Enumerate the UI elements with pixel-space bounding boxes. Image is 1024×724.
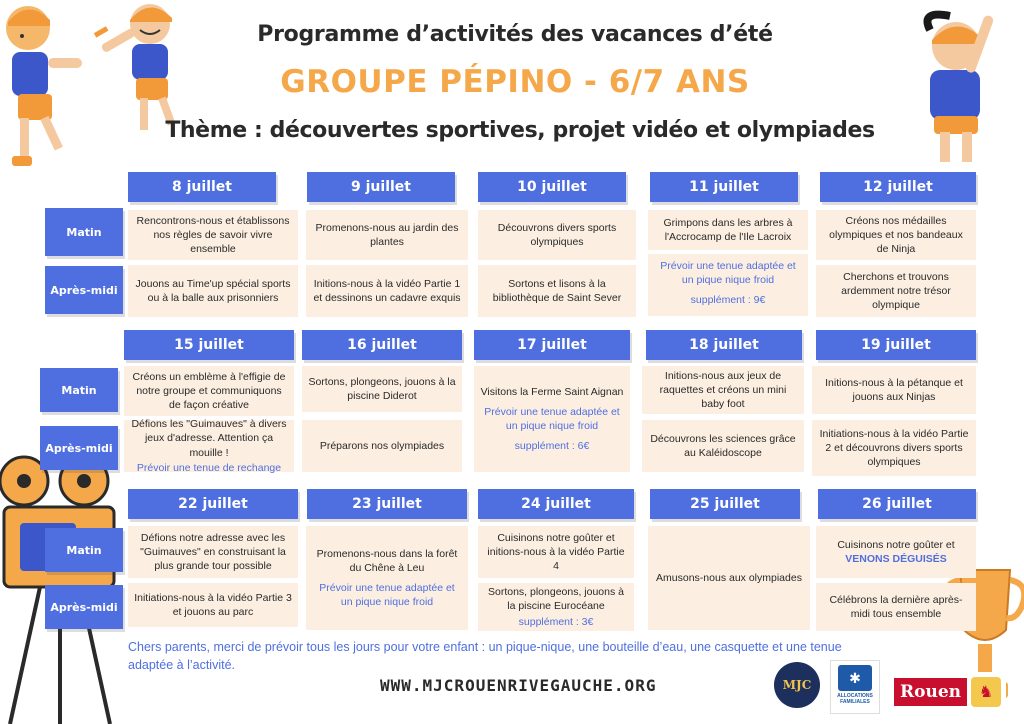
activity-cell: Initiations-nous à la vidéo Partie 3 et jouons au parc bbox=[128, 583, 298, 627]
activity-cell: Défions notre adresse avec les "Guimauves" en construisant la plus grande tour possible bbox=[128, 526, 298, 578]
activity-cell: Découvrons les sciences grâce au Kaléidoscope bbox=[642, 420, 804, 472]
day-header: 19 juillet bbox=[816, 330, 976, 360]
page-title: Programme d’activités des vacances d’été bbox=[257, 22, 773, 47]
row-label-matin: Matin bbox=[45, 528, 123, 572]
activity-note: Prévoir une tenue adaptée et un pique nique froid bbox=[484, 405, 620, 432]
theme-title: Thème : découvertes sportives, projet vidéo et olympiades bbox=[165, 118, 875, 143]
activity-cell: Préparons nos olympiades bbox=[302, 420, 462, 472]
activity-cell: Amusons-nous aux olympiades bbox=[648, 526, 810, 630]
activity-cell: Cuisinons notre goûter et initions-nous à la vidéo Partie 4 bbox=[478, 526, 634, 578]
activity-cell: Initions-nous aux jeux de raquettes et créons un mini baby foot bbox=[642, 366, 804, 414]
child-running-illustration bbox=[0, 0, 200, 180]
activity-cell: Grimpons dans les arbres à l'Accrocamp de l'Ile Lacroix bbox=[648, 210, 808, 250]
rouen-logo: Rouen ♞ bbox=[894, 672, 1006, 712]
parents-note: Chers parents, merci de prévoir tous les jours pour votre enfant : un pique-nique, une bouteille d’eau, une casquette et une tenue adaptée à l’activité. bbox=[128, 640, 842, 673]
activity-cell: Créons un emblème à l'effigie de notre groupe et communiquons de façon créative bbox=[124, 366, 294, 416]
activity-cell: Initiations-nous à la vidéo Partie 2 et découvrons divers sports olympiques bbox=[812, 420, 976, 476]
activity-highlight: VENONS DÉGUISÉS bbox=[845, 553, 947, 565]
activity-price: supplément : 6€ bbox=[514, 440, 590, 453]
website-link[interactable]: WWW.MJCROUENRIVEGAUCHE.ORG bbox=[380, 676, 657, 695]
activity-cell: Défions les "Guimauves" à divers jeux d'adresse. Attention ça mouille ! Prévoir une tenue de rechange bbox=[124, 420, 294, 472]
activity-cell: Jouons au Time'up spécial sports ou à la balle aux prisonniers bbox=[128, 265, 298, 317]
child-stretching-illustration bbox=[900, 0, 1024, 170]
row-label-apres-midi: Après-midi bbox=[45, 585, 123, 629]
activity-cell: Découvrons divers sports olympiques bbox=[478, 210, 636, 260]
day-header: 8 juillet bbox=[128, 172, 276, 202]
activity-cell: Sortons, plongeons, jouons à la piscine Diderot bbox=[302, 366, 462, 412]
day-header: 15 juillet bbox=[124, 330, 294, 360]
mjc-logo: MJC bbox=[774, 662, 820, 708]
activity-cell bbox=[648, 254, 808, 316]
activity-cell: Initions-nous à la pétanque et jouons aux Ninjas bbox=[812, 366, 976, 414]
activity-price: supplément : 9€ bbox=[690, 294, 766, 307]
day-header: 23 juillet bbox=[307, 489, 467, 519]
activity-cell: Promenons-nous dans la forêt du Chêne à Leu Prévoir une tenue adaptée et un pique nique froid bbox=[306, 526, 468, 630]
group-title: GROUPE PÉPINO - 6/7 ANS bbox=[280, 64, 750, 100]
rouen-lion-icon: ♞ bbox=[971, 677, 1001, 707]
caf-emblem-icon: ✱ bbox=[838, 665, 872, 691]
activity-cell: Cherchons et trouvons ardemment notre trésor olympique bbox=[816, 265, 976, 317]
row-label-apres-midi: Après-midi bbox=[45, 266, 123, 314]
day-header: 10 juillet bbox=[478, 172, 626, 202]
activity-cell: Visitons la Ferme Saint Aignan Prévoir une tenue adaptée et un pique nique froid supplément : 6€ bbox=[474, 366, 630, 472]
day-header: 25 juillet bbox=[650, 489, 800, 519]
day-header: 18 juillet bbox=[646, 330, 802, 360]
day-header: 24 juillet bbox=[478, 489, 634, 519]
day-header: 22 juillet bbox=[128, 489, 298, 519]
activity-cell: Célébrons la dernière après-midi tous ensemble bbox=[816, 583, 976, 631]
day-header: 9 juillet bbox=[307, 172, 455, 202]
activity-cell: Créons nos médailles olympiques et nos bandeaux de Ninja bbox=[816, 210, 976, 260]
activity-cell: Promenons-nous au jardin des plantes bbox=[306, 210, 468, 260]
activity-cell: Cuisinons notre goûter et VENONS DÉGUISÉS bbox=[816, 526, 976, 578]
day-header: 26 juillet bbox=[818, 489, 976, 519]
caf-logo: ✱ ALLOCATIONS FAMILIALES bbox=[830, 660, 880, 714]
activity-cell: Rencontrons-nous et établissons nos règles de savoir vivre ensemble bbox=[128, 210, 298, 260]
row-label-apres-midi: Après-midi bbox=[40, 426, 118, 470]
day-header: 12 juillet bbox=[820, 172, 976, 202]
row-label-matin: Matin bbox=[45, 208, 123, 256]
activity-cell: Sortons, plongeons, jouons à la piscine Eurocéane supplément : 3€ bbox=[478, 583, 634, 631]
activity-note: Prévoir une tenue adaptée et un pique nique froid bbox=[319, 582, 455, 609]
activity-price: supplément : 3€ bbox=[518, 615, 594, 628]
activity-cell: Initions-nous à la vidéo Partie 1 et dessinons un cadavre exquis bbox=[306, 265, 468, 317]
day-header: 17 juillet bbox=[474, 330, 630, 360]
row-label-matin: Matin bbox=[40, 368, 118, 412]
day-header: 11 juillet bbox=[650, 172, 798, 202]
day-header: 16 juillet bbox=[302, 330, 462, 360]
activity-note: Prévoir une tenue adaptée et un pique nique froid bbox=[660, 260, 796, 287]
activity-cell: Sortons et lisons à la bibliothèque de Saint Sever bbox=[478, 265, 636, 317]
activity-note: Prévoir une tenue de rechange bbox=[136, 461, 282, 474]
